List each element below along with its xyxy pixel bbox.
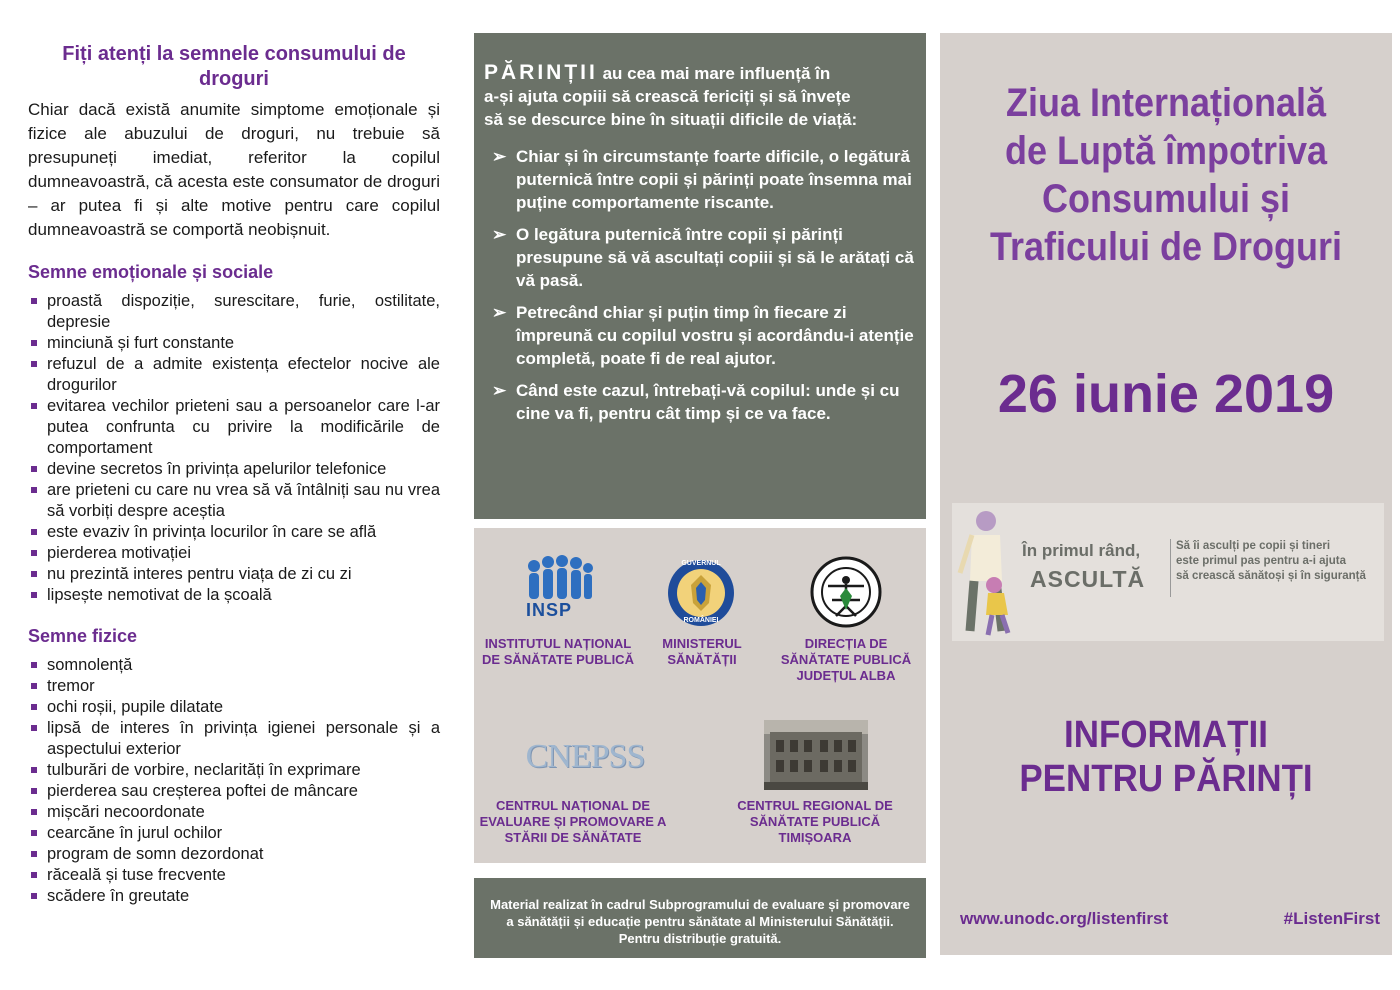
list-item: pierderea motivației [28, 543, 440, 564]
list-item: ➢ Chiar și în circumstanțe foarte dificile, o legătură puternică între copii și părinți poate însemna mai puține comportamente riscante. [492, 147, 912, 212]
arrow-bullet-icon: ➢ [492, 303, 507, 322]
hashtag-link[interactable]: #ListenFirst [1283, 909, 1380, 928]
government-seal-logo: GUVERNUL ROMÂNIEI [666, 558, 736, 628]
emotional-signs-list [28, 291, 440, 606]
parents-word: PĂRINȚII [484, 61, 598, 84]
emotional-signs-heading: Semne emoționale și sociale [28, 262, 274, 282]
list-item: pierderea sau creșterea poftei de mâncare [28, 781, 440, 802]
list-item: lipsă de interes în privința igienei personale și a aspectului exterior [28, 718, 440, 760]
cnepss-caption: CENTRUL NAȚIONAL DE EVALUARE ȘI PROMOVARE A STĂRII DE SĂNĂTATE [479, 798, 667, 845]
list-item: ➢ Când este cazul, întrebați-vă copilul: unde și cu cine va fi, pentru cât timp și ce va face. [492, 381, 900, 423]
arrow-bullet-icon: ➢ [492, 225, 507, 244]
list-item: ➢ Petrecând chiar și puțin timp în fiecare zi împreună cu copilul vostru și acordându-i atenție completă, poate fi de real ajutor. [492, 303, 914, 368]
list-item: scădere în greutate [28, 886, 440, 907]
list-item: minciună și furt constante [28, 333, 440, 354]
left-column [28, 42, 440, 907]
physical-signs-heading: Semne fizice [28, 626, 138, 646]
physical-signs-list [28, 655, 440, 907]
list-item: are prieteni cu care nu vrea să vă întâlniți sau nu vrea să vorbiți despre aceștia [28, 480, 440, 522]
list-item: cearcăne în jurul ochilor [28, 823, 440, 844]
banner-divider [1170, 539, 1171, 597]
info-for-parents-heading: INFORMAȚII PENTRU PĂRINȚI [1019, 714, 1313, 800]
cnepss-logo: CNEPSS [525, 738, 645, 775]
list-item: somnolență [28, 655, 440, 676]
list-item: nu prezintă interes pentru viața de zi cu zi [28, 564, 440, 585]
arrow-bullet-icon: ➢ [492, 147, 507, 166]
list-item: ochi roșii, pupile dilatate [28, 697, 440, 718]
cover-title: Ziua Internațională de Luptă împotriva Consumului și Traficului de Droguri [989, 81, 1343, 269]
list-item: lipsește nemotivat de la școală [28, 585, 440, 606]
list-item: proastă dispoziție, surescitare, furie, ostilitate, depresie [28, 291, 440, 333]
website-link[interactable]: www.unodc.org/listenfirst [960, 909, 1169, 928]
list-item: program de somn dezordonat [28, 844, 440, 865]
insp-logo [520, 554, 594, 624]
parents-tips-list [484, 145, 916, 425]
arrow-bullet-icon: ➢ [492, 381, 507, 400]
banner-headline: În primul rând, ASCULTĂ [1022, 541, 1146, 592]
parents-intro: PĂRINȚII au cea mai mare influență în a-și ajuta copiii să crească fericiți și să învețe să se descurce bine în situații dificile de viață: [484, 61, 858, 129]
list-item: refuzul de a admite existența efectelor nocive ale drogurilor [28, 354, 440, 396]
footer-note: Material realizat în cadrul Subprogramului de evaluare și promovare a sănătății și educație pentru sănătate al Ministerului Sănătății. Pentru distribuție gratuită. [474, 878, 926, 958]
crsp-caption: CENTRUL REGIONAL DE SĂNĂTATE PUBLICĂ TIMIȘOARA [737, 798, 893, 845]
left-title: Fiți atenți la semnele consumului de droguri [62, 43, 406, 90]
list-item: tremor [28, 676, 440, 697]
cover-panel [940, 33, 1392, 955]
event-date: 26 iunie 2019 [997, 364, 1335, 424]
ministry-caption: MINISTERUL SĂNĂTĂȚII [662, 636, 742, 667]
dsp-alba-caption: DIRECȚIA DE SĂNĂTATE PUBLICĂ JUDEȚUL ALBA [780, 636, 912, 683]
insp-caption: INSTITUTUL NAȚIONAL DE SĂNĂTATE PUBLICĂ [482, 636, 634, 667]
listen-first-banner [952, 503, 1384, 641]
list-item: tulburări de vorbire, neclarități în exprimare [28, 760, 440, 781]
list-item: mișcări necoordonate [28, 802, 440, 823]
parents-panel [474, 33, 926, 519]
list-item: este evaziv în privința locurilor în care se află [28, 522, 440, 543]
list-item: devine secretos în privința apelurilor telefonice [28, 459, 440, 480]
dsp-alba-logo [810, 556, 882, 628]
intro-paragraph: Chiar dacă există anumite simptome emoționale și fizice ale abuzului de droguri, nu trebuie să presupuneți imediat, referitor la copilul dumneavoastră, că acesta este consumator de droguri – ar putea fi și alte motive pentru care copilul dumneavoastră se comportă neobișnuit. [28, 100, 440, 239]
list-item: răceală și tuse frecvente [28, 865, 440, 886]
banner-subtext: Să îi asculți pe copii și tineri este primul pas pentru a-i ajuta să crească sănătoși și în siguranță [1176, 540, 1366, 582]
list-item: ➢ O legătura puternică între copii și părinți presupune să vă ascultați copiii și să le arătați că vă pasă. [492, 225, 914, 290]
insp-logo-text: INSP [526, 600, 573, 620]
list-item: evitarea vechilor prieteni sau a persoanelor care l-ar putea confrunta cu privire la modificările de comportament [28, 396, 440, 459]
parent-child-illustration [952, 503, 1024, 641]
crsp-building-image [764, 720, 868, 790]
partners-panel [474, 528, 926, 863]
